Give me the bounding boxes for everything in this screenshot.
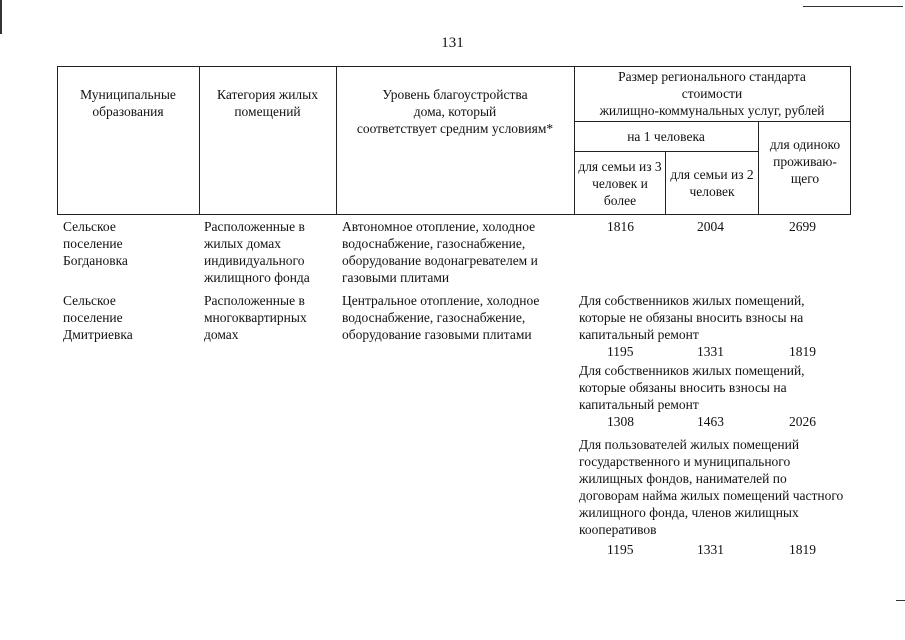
row2-sub1-value-single: 1819	[789, 344, 816, 359]
column-divider-3	[574, 66, 575, 215]
header-per-person: на 1 человека	[627, 129, 705, 144]
row2-sub1-values	[579, 343, 847, 360]
header-improvement-level	[338, 86, 572, 137]
page-number: 131	[441, 35, 464, 51]
scan-edge-mark	[896, 600, 905, 601]
header-improvement-level-line1: Уровень благоустройства дома, который	[382, 87, 528, 119]
column-divider-1	[199, 66, 200, 215]
header-family-3: для семьи из 3 человек и более	[578, 159, 662, 208]
header-single-resident: для одиноко проживаю-щего	[769, 137, 841, 186]
header-standard-size	[576, 68, 848, 119]
row2-sub2-note: Для собственников жилых помещений, которые обязаны вносить взносы на капитальный ремонт	[579, 363, 805, 412]
scan-edge-mark	[0, 0, 2, 34]
row1-values	[579, 218, 847, 235]
column-divider-4	[665, 151, 666, 215]
table-right-border	[850, 66, 851, 215]
header-standard-size-line2: жилищно-коммунальных услуг, рублей	[599, 103, 825, 118]
row2-sub1-value-family3: 1195	[607, 344, 634, 359]
header-standard-size-line1: Размер регионального стандарта стоимости	[618, 69, 806, 101]
row2-sub3-value-family3: 1195	[607, 542, 634, 557]
row2-sub1-value-family2: 1331	[697, 344, 724, 359]
table-top-border	[57, 66, 851, 67]
row2-sub3-note: Для пользователей жилых помещений государственного и муниципального жилищных фондов, нанимателей по договорам найма жилых помещений частного жилищного фонда, членов жилищных кооперативов	[579, 437, 844, 537]
row2-sub2-value-single: 2026	[789, 414, 816, 429]
header-category: Категория жилых помещений	[217, 87, 318, 119]
row1-municipality: Сельское поселение Богдановка	[63, 219, 128, 268]
row2-sub2-value-family3: 1308	[607, 414, 634, 429]
row1-category: Расположенные в жилых домах индивидуального жилищного фонда	[204, 219, 310, 285]
row2-sub1-note: Для собственников жилых помещений, которые не обязаны вносить взносы на капитальный ремонт	[579, 293, 805, 342]
header-divider-2	[574, 151, 758, 152]
row2-municipality: Сельское поселение Дмитриевка	[63, 293, 133, 342]
row2-sub2-values	[579, 413, 847, 430]
header-improvement-level-line2: соответствует средним условиям*	[356, 121, 554, 136]
header-divider-1	[574, 121, 851, 122]
row2-category: Расположенные в многоквартирных домах	[204, 293, 307, 342]
table-header-bottom-border	[57, 214, 851, 215]
column-divider-5	[758, 121, 759, 215]
row2-sub3-value-family2: 1331	[697, 542, 724, 557]
row1-improvement-level: Автономное отопление, холодное водоснабжение, газоснабжение, оборудование водонагревателем и газовыми плитами	[342, 219, 538, 285]
row1-value-single: 2699	[789, 219, 816, 234]
table-left-border	[57, 66, 58, 215]
row2-improvement-level: Центральное отопление, холодное водоснабжение, газоснабжение, оборудование газовыми плитами	[342, 293, 540, 342]
row2-sub3-value-single: 1819	[789, 542, 816, 557]
row1-value-family3: 1816	[607, 219, 634, 234]
row2-sub3-values	[579, 541, 847, 558]
row1-value-family2: 2004	[697, 219, 724, 234]
column-divider-2	[336, 66, 337, 215]
row2-sub2-value-family2: 1463	[697, 414, 724, 429]
header-municipality: Муниципальные образования	[80, 87, 176, 119]
scan-edge-mark	[803, 6, 903, 7]
header-family-2: для семьи из 2 человек	[670, 167, 754, 199]
